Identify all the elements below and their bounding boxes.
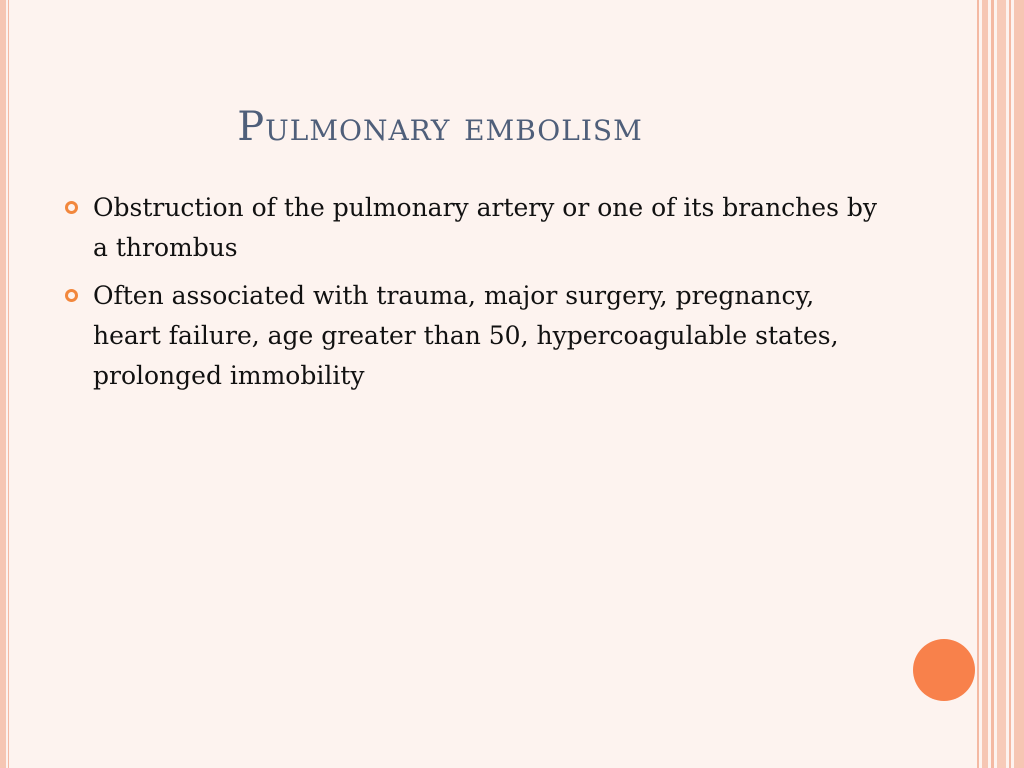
- bullet-text: Often associated with trauma, major surgery, pregnancy, heart failure, age greater than 50, hypercoagulable states, prolonged immobility: [93, 281, 839, 390]
- right-stripe: [997, 0, 1006, 768]
- ring-bullet-icon: [65, 201, 78, 214]
- right-stripe: [982, 0, 988, 768]
- right-stripe: [1014, 0, 1024, 768]
- left-edge-stripe: [0, 0, 6, 768]
- bullet-item: [64, 188, 884, 268]
- bullet-item: [64, 276, 884, 396]
- ring-bullet-icon: [65, 289, 78, 302]
- left-edge-line: [8, 0, 9, 768]
- bullet-list: [64, 188, 884, 404]
- orange-circle-decoration: [913, 639, 975, 701]
- right-stripe: [991, 0, 994, 768]
- bullet-text: Obstruction of the pulmonary artery or one of its branches by a thrombus: [93, 193, 877, 262]
- right-stripe: [1009, 0, 1011, 768]
- slide-title: Pulmonary embolism: [237, 104, 643, 150]
- right-stripe: [977, 0, 979, 768]
